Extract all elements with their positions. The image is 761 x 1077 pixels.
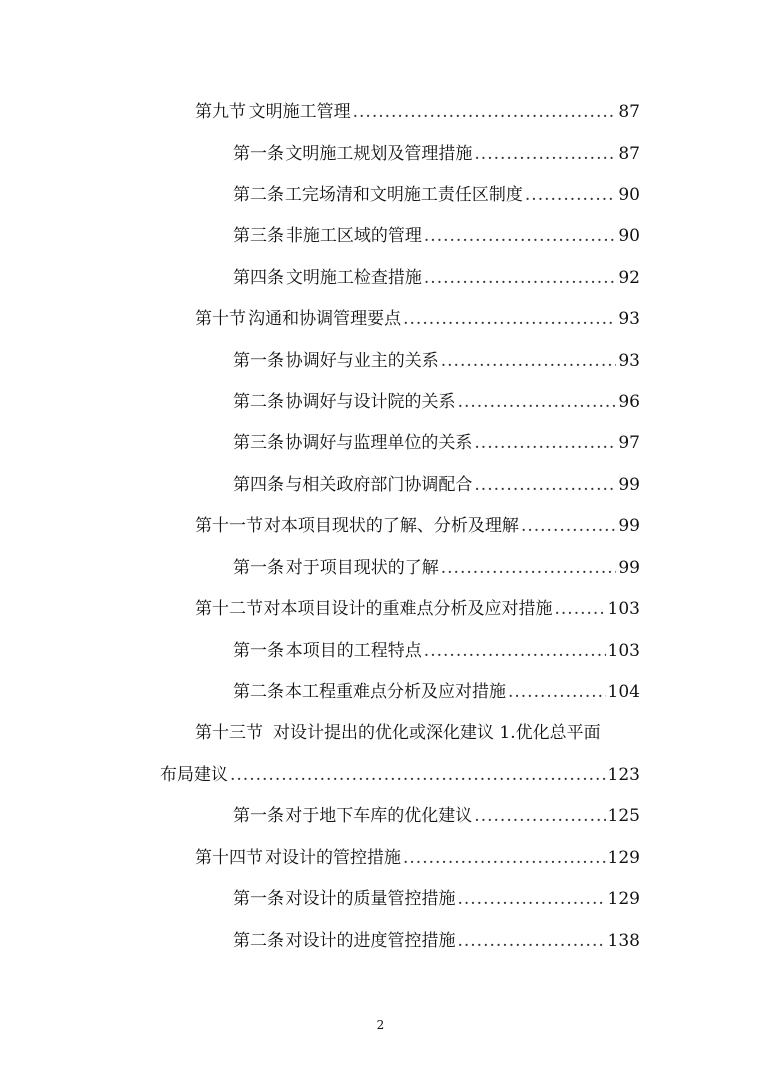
toc-entry-article-1[interactable]	[233, 139, 640, 165]
toc-page-number: 87	[618, 144, 640, 164]
toc-entry-article-1[interactable]	[233, 346, 640, 372]
toc-entry-section-12[interactable]	[195, 594, 640, 620]
dot-leader	[457, 931, 605, 951]
toc-prefix: 第十一节	[195, 516, 263, 536]
toc-title: 对设计提出的优化或深化建议 1.优化总平面	[273, 723, 601, 743]
toc-title: 对于项目现状的了解	[285, 558, 439, 578]
toc-title: 对设计的管控措施	[265, 848, 401, 868]
toc-title: 协调好与监理单位的关系	[285, 433, 473, 453]
toc-entry-article-2[interactable]	[233, 677, 640, 703]
toc-page-number: 99	[618, 475, 640, 495]
toc-prefix: 第四条	[233, 268, 284, 288]
toc-title: 文明施工管理	[248, 102, 351, 122]
dot-leader	[441, 558, 617, 578]
toc-entry-section-13-continuation[interactable]	[160, 760, 640, 786]
toc-prefix: 第四条	[233, 475, 284, 495]
toc-prefix: 第十二节	[195, 599, 263, 619]
toc-entry-article-1[interactable]	[233, 636, 640, 662]
toc-entry-article-4[interactable]	[233, 470, 640, 496]
dot-leader	[521, 516, 616, 536]
toc-page-number: 123	[607, 765, 640, 785]
dot-leader	[555, 599, 606, 619]
toc-prefix: 第十四节	[195, 848, 263, 868]
toc-title: 本项目的工程特点	[285, 641, 422, 661]
dot-leader	[424, 226, 616, 246]
toc-page-number: 90	[618, 185, 640, 205]
toc-page-number: 96	[618, 392, 640, 412]
toc-title: 对设计的质量管控措施	[285, 889, 456, 909]
toc-title: 工完场清和文明施工责任区制度	[284, 185, 523, 205]
toc-prefix: 第十三节	[195, 723, 263, 743]
toc-title: 对本项目现状的了解、分析及理解	[263, 516, 519, 536]
toc-prefix: 第二条	[233, 682, 284, 702]
toc-page-number: 138	[607, 931, 640, 951]
toc-entry-section-9[interactable]	[195, 97, 640, 123]
dot-leader	[474, 806, 605, 826]
dot-leader	[474, 475, 616, 495]
toc-page-number: 99	[618, 558, 640, 578]
toc-page-number: 104	[607, 682, 640, 702]
dot-leader	[403, 848, 606, 868]
toc-prefix: 第一条	[233, 558, 284, 578]
toc-page-number: 129	[607, 848, 640, 868]
toc-page-number: 99	[618, 516, 640, 536]
toc-entry-article-2[interactable]	[233, 926, 640, 952]
toc-entry-article-1[interactable]	[233, 801, 640, 827]
toc-prefix: 第一条	[233, 889, 284, 909]
toc-title: 对于地下车库的优化建议	[285, 806, 473, 826]
toc-entry-article-3[interactable]	[233, 428, 640, 454]
toc-entry-article-2[interactable]	[233, 387, 640, 413]
toc-entry-section-10[interactable]	[195, 304, 640, 330]
toc-page-number: 87	[618, 102, 640, 122]
toc-prefix: 第十节	[195, 309, 246, 329]
toc-title: 非施工区域的管理	[285, 226, 422, 246]
toc-page-number: 93	[618, 309, 640, 329]
dot-leader	[424, 268, 616, 288]
toc-title: 文明施工检查措施	[285, 268, 422, 288]
toc-prefix: 第一条	[233, 641, 284, 661]
toc-entry-section-13-first-line[interactable]	[195, 718, 601, 744]
dot-leader	[353, 102, 617, 122]
toc-prefix: 第二条	[233, 185, 284, 205]
toc-prefix: 第三条	[233, 433, 284, 453]
dot-leader	[525, 185, 616, 205]
toc-entry-article-3[interactable]	[233, 221, 640, 247]
toc-prefix: 第九节	[195, 102, 246, 122]
toc-prefix: 第三条	[233, 226, 284, 246]
dot-leader	[441, 351, 617, 371]
toc-prefix: 第二条	[233, 392, 284, 412]
toc-title-continuation: 布局建议	[160, 765, 228, 785]
dot-leader	[457, 889, 605, 909]
toc-entry-section-11[interactable]	[195, 511, 640, 537]
toc-title: 与相关政府部门协调配合	[285, 475, 473, 495]
toc-page-number: 97	[618, 433, 640, 453]
toc-prefix: 第一条	[233, 351, 284, 371]
toc-page-number: 103	[607, 599, 640, 619]
dot-leader	[474, 433, 616, 453]
toc-prefix: 第一条	[233, 144, 284, 164]
toc-title: 协调好与设计院的关系	[285, 392, 456, 412]
toc-title: 文明施工规划及管理措施	[285, 144, 473, 164]
toc-entry-article-4[interactable]	[233, 263, 640, 289]
toc-entry-section-14[interactable]	[195, 843, 640, 869]
toc-page-number: 90	[618, 226, 640, 246]
dot-leader	[508, 682, 606, 702]
dot-leader	[474, 144, 616, 164]
toc-title: 协调好与业主的关系	[285, 351, 439, 371]
toc-page-number: 125	[607, 806, 640, 826]
toc-page-number: 129	[607, 889, 640, 909]
toc-title: 对设计的进度管控措施	[285, 931, 456, 951]
toc-prefix: 第一条	[233, 806, 284, 826]
toc-entry-article-1[interactable]	[233, 553, 640, 579]
dot-leader	[403, 309, 616, 329]
toc-entry-article-2[interactable]	[233, 180, 640, 206]
dot-leader	[230, 765, 606, 785]
toc-page-number: 93	[618, 351, 640, 371]
toc-title: 对本项目设计的重难点分析及应对措施	[263, 599, 553, 619]
toc-title: 沟通和协调管理要点	[248, 309, 402, 329]
dot-leader	[458, 392, 617, 412]
toc-page-number: 92	[618, 268, 640, 288]
toc-page-number: 103	[607, 641, 640, 661]
toc-entry-article-1[interactable]	[233, 884, 640, 910]
toc-title: 本工程重难点分析及应对措施	[284, 682, 506, 702]
toc-prefix: 第二条	[233, 931, 284, 951]
page-footer-number: 2	[376, 1018, 385, 1032]
dot-leader	[424, 641, 606, 661]
